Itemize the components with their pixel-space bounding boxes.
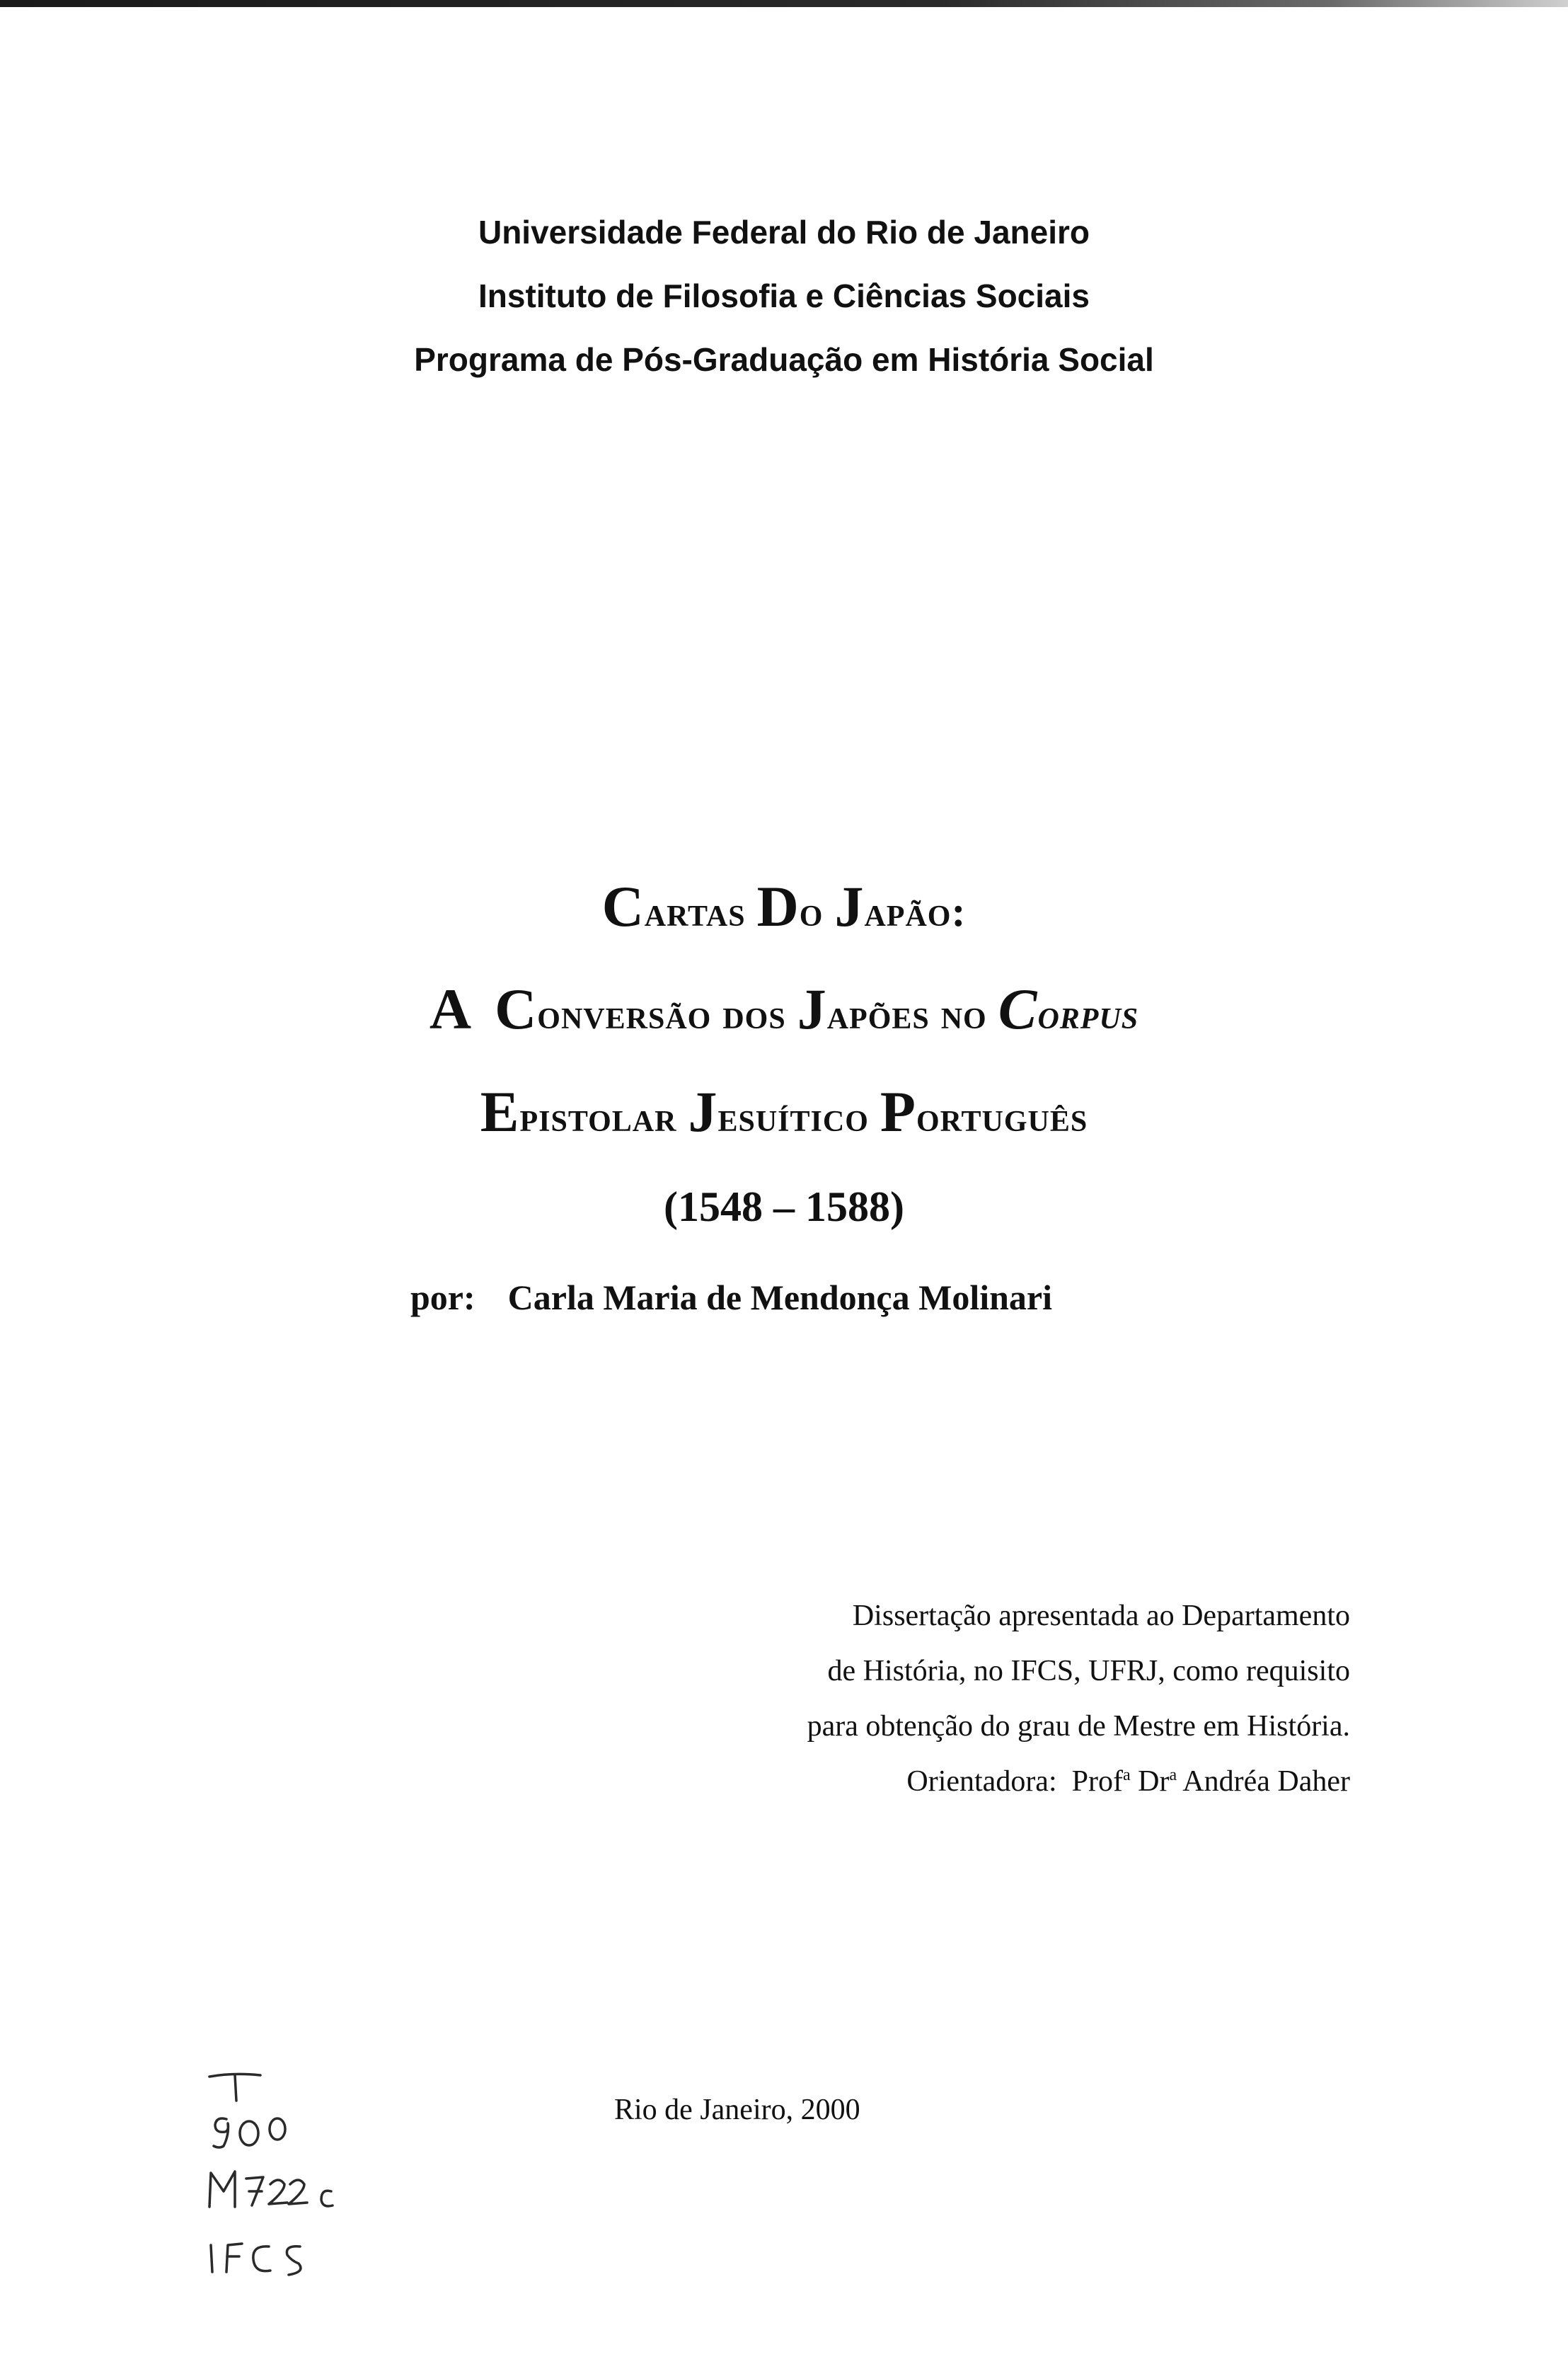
- advisor-line: Orientadora: Prof$^a$ Dr$^a$ Andréa Daher: [906, 1765, 1350, 1798]
- institute-name: Instituto de Filosofia e Ciências Sociais: [478, 277, 1090, 314]
- program-name: Programa de Pós-Graduação em História Social: [414, 341, 1154, 378]
- scan-top-edge: [0, 0, 1568, 7]
- handwritten-call-number: [205, 2067, 417, 2300]
- title-dates: (1548 – 1588): [664, 1183, 904, 1230]
- place-and-date: Rio de Janeiro, 2000: [614, 2094, 860, 2126]
- dissertation-title: [0, 874, 1568, 1270]
- statement-line-3: para obtenção do grau de Mestre em História.: [807, 1710, 1350, 1743]
- corpus-italic: Corpus: [998, 977, 1139, 1041]
- author-name: Carla Maria de Mendonça Molinari: [507, 1278, 1052, 1317]
- dissertation-statement: [807, 1601, 1350, 1822]
- statement-line-1: Dissertação apresentada ao Departamento: [852, 1600, 1350, 1632]
- title-line-3: Epistolar Jesuítico Português: [480, 1079, 1088, 1144]
- title-line-1: Cartas Do Japão:: [601, 874, 967, 939]
- institution-header: [0, 216, 1568, 407]
- author-line: [410, 1280, 1052, 1315]
- university-name: Universidade Federal do Rio de Janeiro: [478, 214, 1090, 251]
- title-line-2: A Conversão dos Japões no Corpus: [429, 977, 1139, 1041]
- statement-line-2: de História, no IFCS, UFRJ, como requisito: [827, 1655, 1350, 1687]
- author-label: por:: [410, 1278, 475, 1317]
